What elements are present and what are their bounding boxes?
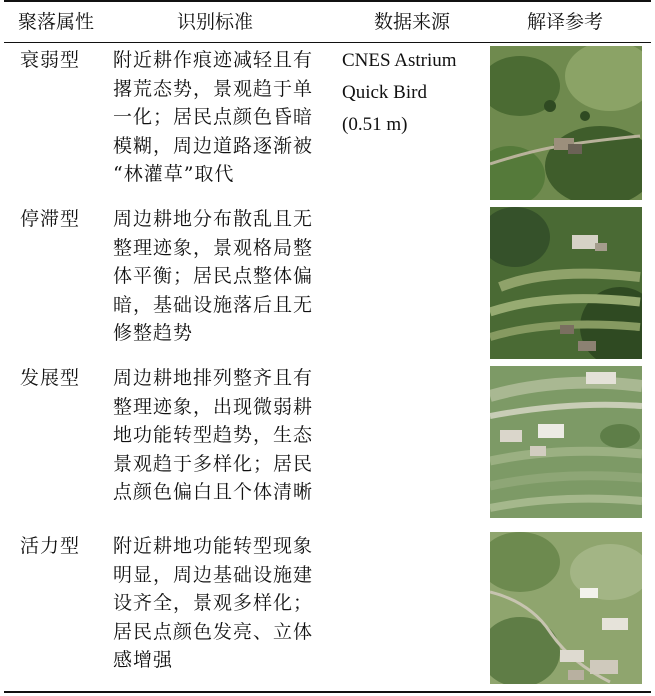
satellite-image-weakening (490, 46, 642, 200)
criteria-line: 设齐全，景观多样化； (113, 592, 314, 614)
header-interpretation: 解译参考 (526, 11, 603, 33)
criteria-line: 模糊，周边道路逐渐被 (113, 134, 314, 157)
row-criteria-developing (113, 364, 313, 507)
row-type-weakening: 衰弱型 (20, 49, 81, 71)
criteria-line: “林灌草”取代 (113, 163, 235, 185)
criteria-line: 一化；居民点颜色昏暗 (113, 106, 314, 128)
row-criteria-stagnant (113, 205, 313, 348)
criteria-line: 周边耕地分布散乱且无 (113, 208, 314, 230)
header-rule (4, 42, 651, 43)
row-type-developing: 发展型 (20, 367, 81, 389)
satellite-image-stagnant (490, 207, 642, 359)
criteria-line: 整理迹象，景观格局整 (113, 236, 314, 259)
satellite-image-vibrant (490, 532, 642, 684)
header-criteria: 识别标准 (176, 11, 253, 33)
data-source-cell (342, 45, 457, 141)
row-criteria-weakening (113, 46, 313, 189)
satellite-image-developing (490, 366, 642, 518)
criteria-line: 地功能转型趋势，生态 (113, 424, 314, 446)
criteria-line: 附近耕地功能转型现象 (113, 535, 314, 557)
criteria-line: 体平衡；居民点整体偏 (113, 265, 314, 287)
criteria-line: 点颜色偏白且个体清晰 (113, 481, 314, 503)
criteria-line: 修整趋势 (113, 322, 194, 344)
top-rule (4, 0, 651, 2)
criteria-line: 整理迹象，出现微弱耕 (113, 395, 314, 418)
header-settlement-type: 聚落属性 (17, 11, 94, 33)
criteria-line: 感增强 (113, 649, 174, 671)
row-type-stagnant: 停滞型 (20, 208, 81, 230)
criteria-line: 居民点颜色发亮、立体 (113, 620, 314, 643)
row-criteria-vibrant (113, 532, 313, 675)
criteria-line: 周边耕地排列整齐且有 (113, 367, 314, 389)
criteria-line: 景观趋于多样化；居民 (113, 452, 314, 475)
criteria-line: 撂荒态势，景观趋于单 (113, 77, 314, 100)
data-source-line-1: CNES Astrium (342, 50, 457, 71)
data-source-line-3: (0.51 m) (342, 114, 408, 135)
row-type-vibrant: 活力型 (20, 535, 81, 557)
header-data-source: 数据来源 (373, 11, 450, 33)
bottom-rule (4, 691, 651, 693)
criteria-line: 暗，基础设施落后且无 (113, 293, 314, 316)
criteria-line: 附近耕作痕迹减轻且有 (113, 49, 314, 71)
data-source-line-2: Quick Bird (342, 82, 427, 103)
criteria-line: 明显，周边基础设施建 (113, 563, 314, 586)
